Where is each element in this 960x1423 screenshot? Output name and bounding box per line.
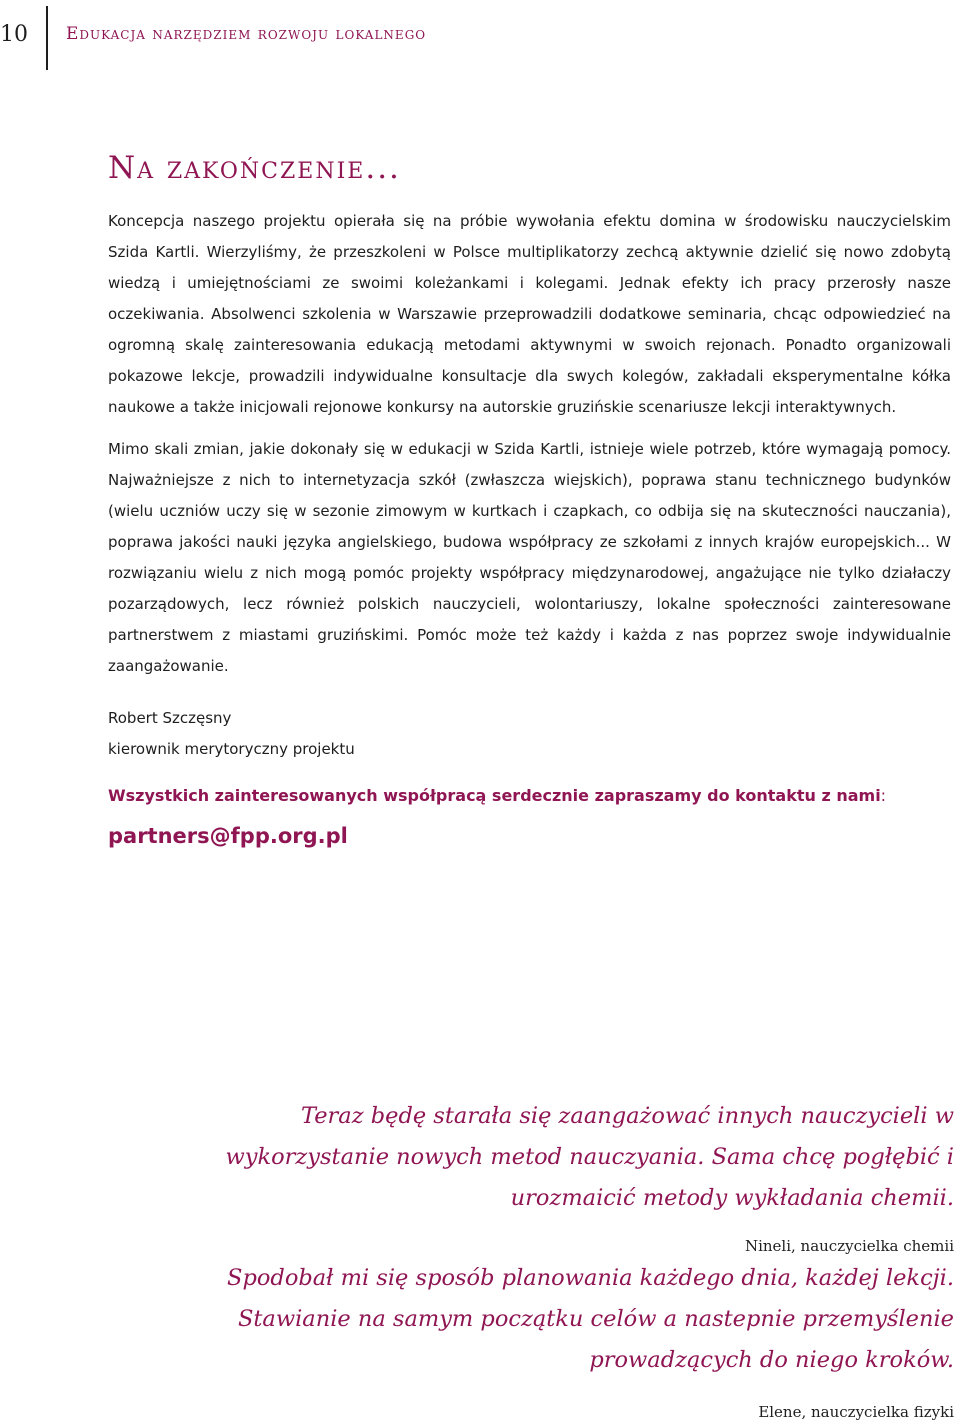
quote-text: Teraz będę starała się zaangażować innych nauczycieli w wykorzystanie nowych metod nauczyania. Sama chcę pogłębić i urozmaicić metody wykładania chemii. — [225, 1103, 954, 1211]
contact-email-link[interactable]: partners@fpp.org.pl — [108, 824, 348, 848]
author-signature — [108, 703, 951, 765]
quote-text: Spodobał mi się sposób planowania każdego dnia, każdej lekcji. Stawianie na samym początku celów a nastepnie przemyślenie prowadzących do niego kroków. — [227, 1265, 954, 1373]
quote-attribution: Elene, nauczycielka fizyki — [758, 1403, 954, 1421]
contact-invitation — [108, 780, 951, 811]
quote-attribution: Nineli, nauczycielka chemii — [744, 1237, 954, 1255]
page-number: 10 — [0, 22, 28, 47]
author-role: kierownik merytoryczny projektu — [108, 740, 355, 758]
article-body — [108, 206, 951, 853]
contact-invitation-colon: : — [880, 786, 887, 805]
running-header-title: Edukacja narzędziem rozwoju lokalnego — [66, 24, 427, 44]
section-title: Na zakończenie... — [108, 150, 401, 186]
header-divider — [46, 6, 48, 70]
contact-invitation-text: Wszystkich zainteresowanych współpracą serdecznie zapraszamy do kontaktu z nami — [108, 786, 881, 805]
testimonial-quote — [114, 1258, 954, 1423]
body-paragraph: Koncepcja naszego projektu opierała się na próbie wywołania efektu domina w środowisku nauczycielskim Szida Kartli. Wierzyliśmy, że przeszkoleni w Polsce multiplikatorzy zechcą aktywnie dzielić się nowo zdobytą wiedzą i umiejętnościami ze swoimi koleżankami i kolegami. Jednak efekty ich pracy przerosły nasze oczekiwania. Absolwenci szkolenia w Warszawie przeprowadzili dodatkowe seminaria, chcąc odpowiedzieć na ogromną skalę zainteresowania edukacją metodami aktywnymi w swoich rejonach. Ponadto organizowali pokazowe lekcje, prowadzili indywidualne konsultacje dla swych kolegów, zakładali eksperymentalne kółka naukowe a także inicjowali rejonowe konkursy na autorskie gruzińskie scenariusze lekcji interaktywnych. — [108, 212, 951, 416]
body-paragraph: Mimo skali zmian, jakie dokonały się w edukacji w Szida Kartli, istnieje wiele potrzeb, które wymagają pomocy. Najważniejsze z nich to internetyzacja szkół (zwłaszcza wiejskich), poprawa stanu technicznego budynków (wielu uczniów uczy się w sezonie zimowym w kurtkach i czapkach, co odbija się na skuteczności nauczania), poprawa jakości nauki języka angielskiego, budowa współpracy ze szkołami z innych krajów europejskich... W rozwiązaniu wielu z nich mogą pomóc projekty współpracy międzynarodowej, angażujące nie tylko działaczy pozarządowych, lecz również polskich nauczycieli, wolontariuszy, lokalne społeczności zainteresowane partnerstwem z miastami gruzińskimi. Pomóc może też każdy i każda z nas poprzez swoje indywidualnie zaangażowanie. — [108, 440, 951, 675]
testimonial-quote — [154, 1096, 954, 1257]
author-name: Robert Szczęsny — [108, 709, 232, 727]
